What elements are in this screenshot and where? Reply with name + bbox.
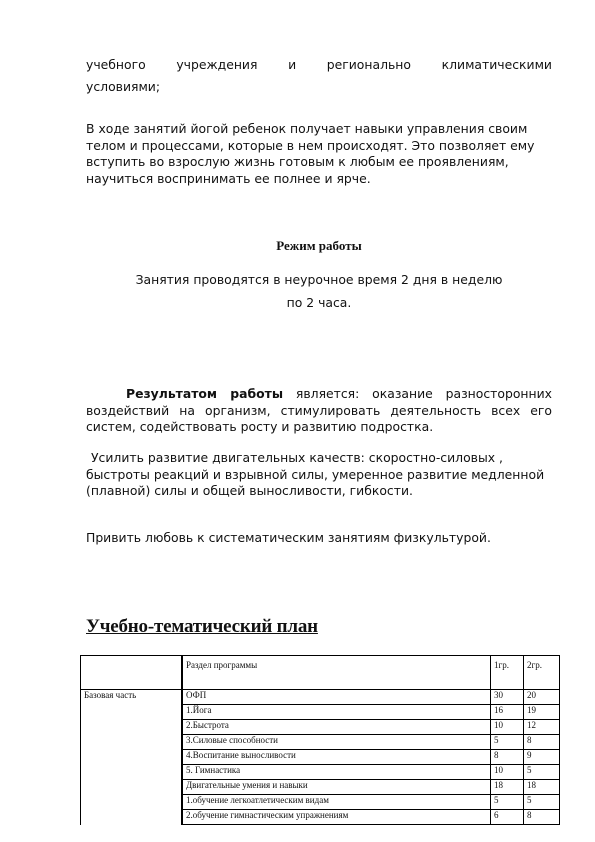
part-cell	[81, 810, 183, 825]
regime-text: Занятия проводятся в неурочное время 2 дня в неделю	[135, 272, 503, 287]
result-text: является: оказание разносторонних воздействий на организм, стимулировать деятельность всех его систем, содействовать росту и развитию подростка.	[86, 386, 552, 435]
part-cell	[81, 735, 183, 750]
group1-hours-cell: 5	[491, 795, 524, 810]
table-header-row	[81, 656, 560, 690]
group2-hours-cell: 20	[524, 690, 560, 705]
plan-table	[80, 655, 560, 825]
header-cell: Раздел программы	[182, 656, 491, 690]
group2-hours-cell: 12	[524, 720, 560, 735]
group2-hours-cell: 8	[524, 735, 560, 750]
group1-hours-cell: 30	[491, 690, 524, 705]
table-row	[81, 690, 560, 705]
paragraph-line: условиями;	[86, 79, 161, 94]
section-cell: 4.Воспитание выносливости	[182, 750, 491, 765]
paragraph-result	[86, 386, 552, 436]
header-cell: 1гр.	[491, 656, 524, 690]
section-cell: 1.Йога	[182, 705, 491, 720]
group1-hours-cell: 8	[491, 750, 524, 765]
table-row	[81, 810, 560, 825]
table-row	[81, 765, 560, 780]
section-cell: 1.обучение легкоатлетическим видам	[182, 795, 491, 810]
table-row	[81, 735, 560, 750]
group1-hours-cell: 18	[491, 780, 524, 795]
group2-hours-cell: 5	[524, 795, 560, 810]
group2-hours-cell: 9	[524, 750, 560, 765]
group2-hours-cell: 19	[524, 705, 560, 720]
header-cell	[81, 656, 183, 690]
section-cell: 2.Быстрота	[182, 720, 491, 735]
group2-hours-cell: 18	[524, 780, 560, 795]
table-row	[81, 795, 560, 810]
section-cell: Двигательные умения и навыки	[182, 780, 491, 795]
section-cell: 5. Гимнастика	[182, 765, 491, 780]
paragraph-yoga: В ходе занятий йогой ребенок получает навыки управления своим телом и процессами, которые в нем происходят. Это позволяет ему вступить во взрослую жизнь готовым к любым ее проявлениям, научиться воспринимать ее полнее и ярче.	[86, 121, 535, 186]
section-cell: ОФП	[182, 690, 491, 705]
group1-hours-cell: 10	[491, 720, 524, 735]
group1-hours-cell: 6	[491, 810, 524, 825]
table-row	[81, 780, 560, 795]
section-cell: 2.обучение гимнастическим упражнениям	[182, 810, 491, 825]
table-row	[81, 705, 560, 720]
regime-text: по 2 часа.	[286, 295, 352, 310]
part-cell	[81, 720, 183, 735]
paragraph-improve: Усилить развитие двигательных качеств: скоростно-силовых , быстроты реакций и взрывной силы, умеренное развитие медленной (плавной) силы и общей выносливости, гибкости.	[86, 450, 545, 499]
group1-hours-cell: 10	[491, 765, 524, 780]
group2-hours-cell: 5	[524, 765, 560, 780]
section-heading-regime: Режим работы	[276, 238, 362, 253]
table-row	[81, 750, 560, 765]
plan-title: Учебно-тематический план	[86, 616, 318, 637]
part-cell	[81, 705, 183, 720]
table-row	[81, 720, 560, 735]
group1-hours-cell: 16	[491, 705, 524, 720]
result-label: Результатом работы	[126, 386, 284, 401]
section-cell: 3.Силовые способности	[182, 735, 491, 750]
part-cell: Базовая часть	[81, 690, 183, 705]
paragraph-line: учебного учреждения и регионально климатическими	[86, 57, 552, 72]
part-cell	[81, 780, 183, 795]
part-cell	[81, 750, 183, 765]
header-cell: 2гр.	[524, 656, 560, 690]
paragraph-love: Привить любовь к систематическим занятиям физкультурой.	[86, 530, 491, 545]
part-cell	[81, 795, 183, 810]
group1-hours-cell: 5	[491, 735, 524, 750]
group2-hours-cell: 8	[524, 810, 560, 825]
part-cell	[81, 765, 183, 780]
